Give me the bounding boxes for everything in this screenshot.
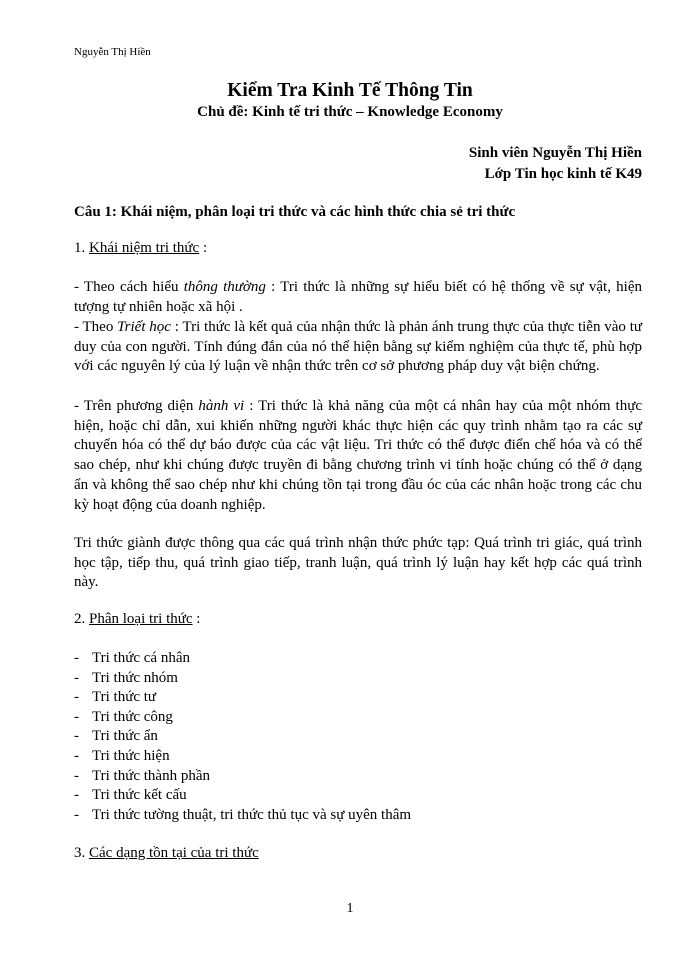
student-name: Sinh viên Nguyễn Thị Hiền <box>468 145 642 161</box>
section-3-heading <box>74 845 259 862</box>
section-number: 2. <box>74 611 86 627</box>
definition-common <box>74 278 642 317</box>
list-item-text: Tri thức thành phần <box>92 767 210 784</box>
list-item-text: Tri thức tư <box>92 689 157 706</box>
section-title: Phân loại tri thức <box>89 611 193 627</box>
section-number: 3. <box>74 845 86 861</box>
paragraph-lead: - Trên phương diện <box>74 398 199 414</box>
list-item-text: Tri thức nhóm <box>92 669 178 686</box>
list-item-text: Tri thức ẩn <box>92 728 158 745</box>
section-1-heading <box>74 240 207 257</box>
question-heading: Câu 1: Khái niệm, phân loại tri thức và các hình thức chia sẻ tri thức <box>74 204 516 220</box>
list-item-text: Tri thức tường thuật, tri thức thủ tục và sự uyên thâm <box>92 806 412 823</box>
list-item-text: Tri thức công <box>92 708 173 725</box>
document-subtitle: Chủ đề: Kinh tế tri thức – Knowledge Economy <box>197 104 503 120</box>
document-title: Kiểm Tra Kinh Tế Thông Tin <box>227 80 473 101</box>
section-2-heading <box>74 611 200 628</box>
list-bullet: - <box>74 708 79 725</box>
term-philosophy: Triết học <box>117 319 171 335</box>
list-item <box>74 669 411 689</box>
list-bullet: - <box>74 747 79 764</box>
section-suffix: : <box>192 611 201 627</box>
list-bullet: - <box>74 728 79 745</box>
list-item <box>74 806 411 826</box>
list-item <box>74 688 411 708</box>
student-class: Lớp Tin học kinh tế K49 <box>484 166 642 182</box>
paragraph-lead: - Theo <box>74 319 118 335</box>
section-title: Các dạng tồn tại của tri thức <box>89 845 259 861</box>
list-bullet: - <box>74 669 79 686</box>
list-item-text: Tri thức cá nhân <box>92 650 190 666</box>
term-common: thông thường <box>183 279 266 295</box>
student-info <box>469 143 642 185</box>
term-behavior: hành vi <box>198 398 245 414</box>
list-item-text: Tri thức hiện <box>92 747 170 764</box>
list-bullet: - <box>74 689 79 706</box>
paragraph-text: : Tri thức là những sự hiểu biết có hệ thống về sự vật, hiện tượng tự nhiên hoặc xã hội . <box>74 279 642 315</box>
running-header: Nguyễn Thị Hiền <box>74 46 151 58</box>
definition-behavior <box>74 397 642 515</box>
definition-philosophy <box>74 318 642 377</box>
list-item <box>74 727 411 747</box>
list-item <box>74 767 411 787</box>
section-number: 1. <box>74 240 86 256</box>
list-bullet: - <box>74 767 79 784</box>
section-suffix: : <box>199 240 208 256</box>
section-title: Khái niệm tri thức <box>89 240 200 256</box>
paragraph-text: Tri thức giành được thông qua các quá trình nhận thức phức tạp: Quá trình tri giác, quá trình học tập, tiếp thu, quá trình giao tiếp, tranh luận, quá trình lý luận hay kết hợp các quá trình này. <box>74 535 642 591</box>
list-bullet: - <box>74 787 79 804</box>
list-item <box>74 786 411 806</box>
list-item <box>74 649 411 669</box>
page-number: 1 <box>346 901 354 916</box>
paragraph-text: : Tri thức là kết quả của nhận thức là phản ánh trung thực của thực tiễn vào tư duy của con người. Tính đúng đắn của nó thể hiện bằng sự kiểm nghiệm của thực tế, phù hợp với các nguyên lý của lý luận về nhận thức trên cơ sở phương pháp duy vật biện chứng. <box>74 319 642 375</box>
paragraph-lead: - Theo cách hiểu <box>74 279 184 295</box>
list-item-text: Tri thức kết cấu <box>92 787 187 804</box>
list-item <box>74 747 411 767</box>
list-item <box>74 708 411 728</box>
list-bullet: - <box>74 650 79 666</box>
knowledge-types-list <box>74 649 411 825</box>
knowledge-acquisition-paragraph <box>74 534 642 593</box>
list-bullet: - <box>74 806 79 823</box>
paragraph-text: : Tri thức là khả năng của một cá nhân hay của một nhóm thực hiện, hoặc chỉ dẫn, xui khiến những người khác thực hiện các quy trình nhằm tạo ra các sự chuyển hóa có thể dự báo được của các vật liệu. Tri thức có thể được điển chế hóa và có thể sao chép, như khi chúng được truyền đi bằng chương trình vi tính hoặc chúng có thể ở dạng ẩn và không thể sao chép như khi chúng tồn tại trong đầu óc của các nhân hoặc trong các chu kỳ hoạt động của doanh nghiệp. <box>74 398 642 513</box>
